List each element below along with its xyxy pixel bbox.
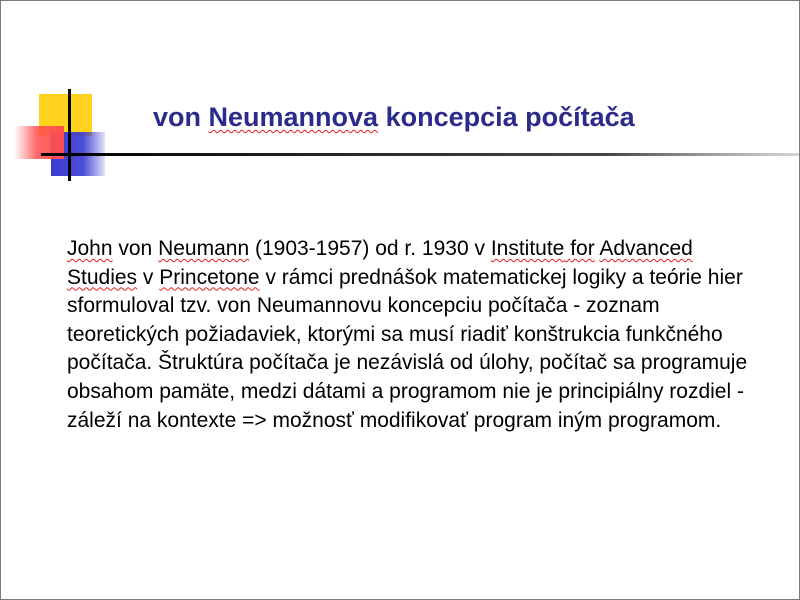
text-part-spellcheck: John — [67, 237, 113, 260]
text-part-spellcheck: Institute — [490, 237, 565, 260]
horizontal-rule — [41, 153, 800, 156]
text-part: v rámci prednášok matematickej logiky a teórie hier sformuloval tzv. von Neumannovu koncepciu počítača - zoznam teoretických požiadaviek, ktorými sa musí riadiť konštrukcia funkčného počítača. Štruktúra počítača je nezávislá od úlohy, počítač sa programuje obsahom pamäte, medzi dátami a programom nie je principiálny rozdiel - záleží na kontexte => možnosť modifikovať program iným programom. — [67, 265, 748, 432]
slide-title — [153, 99, 635, 135]
text-part: v — [137, 265, 160, 289]
slide-body-text — [67, 235, 757, 435]
text-part-spellcheck: Advanced — [599, 237, 693, 260]
text-part-spellcheck: for — [570, 237, 595, 260]
vertical-rule — [68, 89, 71, 181]
text-part-spellcheck: Princetone — [159, 265, 260, 289]
text-part: (1903-1957) od r. 1930 v — [249, 237, 491, 260]
text-part-spellcheck: Studies — [67, 265, 138, 289]
title-part-spellcheck: Neumannova — [208, 102, 379, 132]
text-part-spellcheck: Neumann — [158, 237, 250, 260]
title-part: von — [153, 102, 209, 132]
title-part: koncepcia počítača — [378, 102, 635, 132]
text-part: von — [112, 237, 159, 260]
